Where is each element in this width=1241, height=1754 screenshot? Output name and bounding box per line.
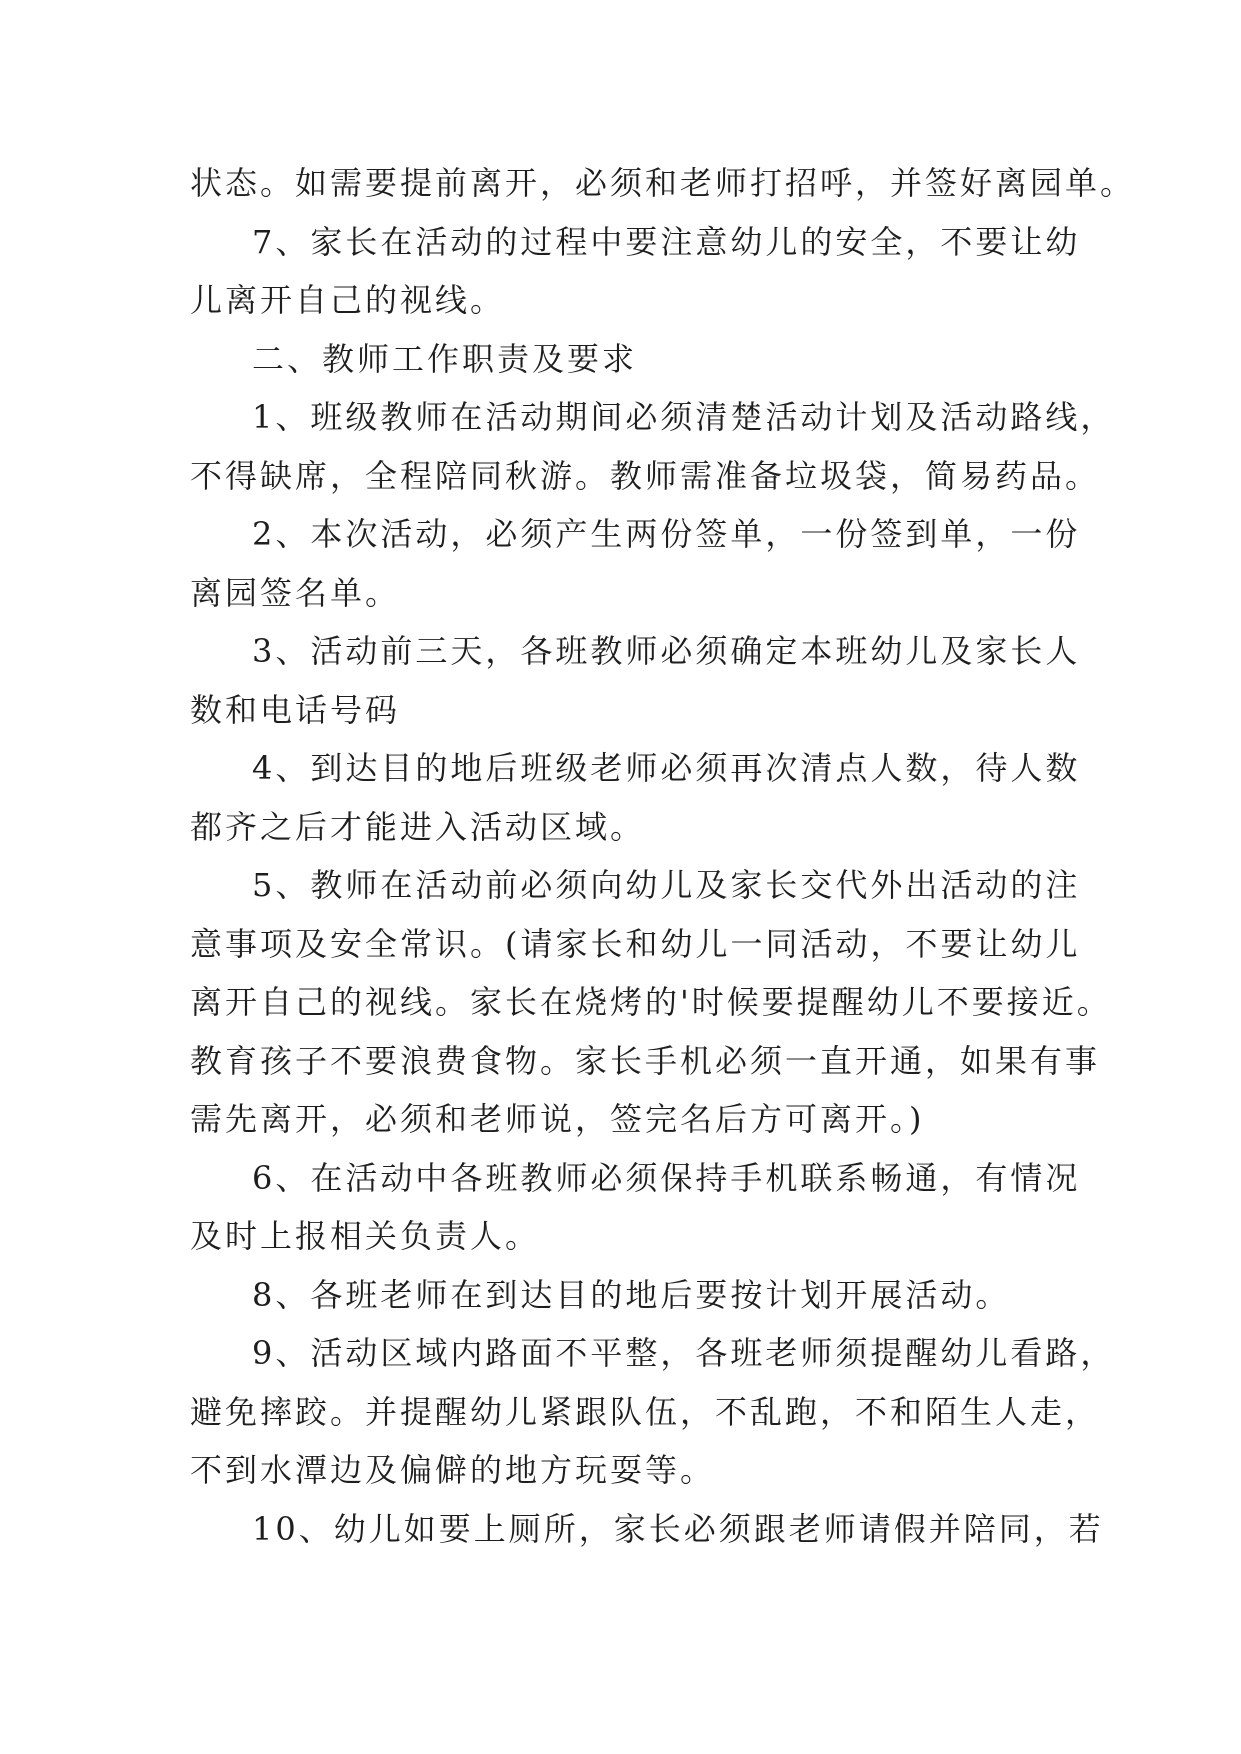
text-line: 二、教师工作职责及要求 xyxy=(252,339,638,378)
text-line: 9、活动区域内路面不平整，各班老师须提醒幼儿看路， xyxy=(252,1334,1116,1372)
text-line: 2、本次活动，必须产生两份签单，一份签到单，一份 xyxy=(252,515,1081,553)
text-line: 3、活动前三天，各班教师必须确定本班幼儿及家长人 xyxy=(252,632,1081,670)
document-body xyxy=(190,154,1136,1558)
text-line: 1、班级教师在活动期间必须清楚活动计划及活动路线， xyxy=(252,398,1116,436)
text-line: 8、各班老师在到达目的地后要按计划开展活动。 xyxy=(252,1275,1011,1314)
text-line: 4、到达目的地后班级老师必须再次清点人数，待人数 xyxy=(252,749,1081,787)
text-line: 6、在活动中各班教师必须保持手机联系畅通，有情况 xyxy=(252,1158,1081,1197)
text-line: 数和电话号码 xyxy=(190,690,401,729)
text-line: 10、幼儿如要上厕所，家长必须跟老师请假并陪同，若 xyxy=(252,1509,1104,1548)
text-line: 不得缺席，全程陪同秋游。教师需准备垃圾袋，简易药品。 xyxy=(190,456,1101,495)
text-line: 都齐之后才能进入活动区域。 xyxy=(190,807,646,846)
text-line: 离开自己的视线。家长在烧烤的'时候要提醒幼儿不要接近。 xyxy=(190,983,1112,1021)
text-line: 离园签名单。 xyxy=(190,573,401,612)
text-line: 儿离开自己的视线。 xyxy=(190,281,506,319)
text-line: 意事项及安全常识。(请家长和幼儿一同活动，不要让幼儿 xyxy=(190,924,1081,963)
text-line: 不到水潭边及偏僻的地方玩耍等。 xyxy=(190,1451,716,1489)
text-line: 7、家长在活动的过程中要注意幼儿的安全，不要让幼 xyxy=(252,222,1081,261)
text-line: 状态。如需要提前离开，必须和老师打招呼，并签好离园单。 xyxy=(190,164,1136,202)
text-line: 需先离开，必须和老师说，签完名后方可离开。) xyxy=(190,1100,925,1138)
text-line: 5、教师在活动前必须向幼儿及家长交代外出活动的注 xyxy=(252,866,1081,904)
text-line: 教育孩子不要浪费食物。家长手机必须一直开通，如果有事 xyxy=(190,1041,1101,1080)
text-line: 避免摔跤。并提醒幼儿紧跟队伍，不乱跑，不和陌生人走， xyxy=(190,1392,1101,1431)
text-line: 及时上报相关负责人。 xyxy=(190,1217,541,1255)
